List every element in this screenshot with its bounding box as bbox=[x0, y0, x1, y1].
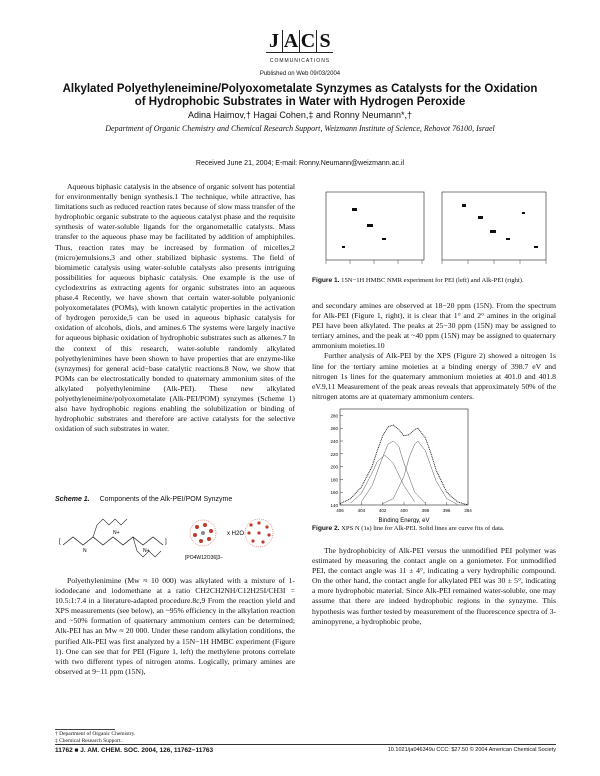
x-tick-label: 406 bbox=[336, 508, 344, 513]
cross-peaks-right bbox=[462, 204, 538, 248]
paragraph: Polyethylenimine (Mw ≈ 10 000) was alkylated with a mixture of 1-iododecane and iodomethane at a ratio CH2CH2NH/C12H25I/CH3I = 10.5:1:7.4 in a literature-adapted procedure.8c,9 From the reaction yield and XPS measurements (see below), an ~95% efficiency in the alkylation reaction and ~50% formation of quaternary ammonium centers can be determined; Alk-PEI has an Mw ≈ 20 000. Under these random alkylation conditions, the purified Alk-PEI was first analyzed by a 15N−1H HMBC experiment (Figure 1). One can see that for PEI (Figure 1, left) the methylene protons correlate with two different types of nitrogen atoms. Logically, primary amines are observed at 9−11 ppm (15N), bbox=[55, 576, 295, 676]
series-line-fit bbox=[361, 441, 425, 503]
paragraph: and secondary amines are observed at 18−20 ppm (15N). From the spectrum for Alk-PEI (Figure 1, right), it is clear that 1° and 2° amines in the original PEI have been alkylated. The peaks at 25−30 ppm (15N) may be assigned to tertiary amines, and the peak at ~40 ppm (15N) may be assigned to quaternary ammonium moieties.10 bbox=[312, 301, 556, 351]
figure1-caption-text: 15N−1H HMBC NMR experiment for PEI (left) and Alk-PEI (right). bbox=[341, 277, 524, 284]
figure1-label: Figure 1. bbox=[312, 277, 340, 284]
figure1-graphic bbox=[312, 186, 556, 274]
series-line-fit bbox=[383, 441, 458, 504]
figure2-label: Figure 2. bbox=[312, 525, 340, 532]
paragraph: Further analysis of Alk-PEI by the XPS (Figure 2) showed a nitrogen 1s line for the tertiary amine moieties at a binding energy of 398.7 eV and nitrogen 1s lines for the quaternary ammonium moieties at 401.0 and 401.8 eV.9,11 Measurement of the peak areas reveals that approximately 50% of the nitrogen atoms are at quaternary ammonium centers. bbox=[312, 351, 556, 401]
x-tick-label: 402 bbox=[378, 508, 387, 513]
x-tick-label: 394 bbox=[464, 508, 472, 513]
y-tick-label: 160 bbox=[330, 490, 338, 496]
scheme1-graphic bbox=[55, 507, 295, 569]
x-tick-label: 400 bbox=[400, 508, 408, 513]
svg-text:N: N bbox=[83, 548, 87, 554]
footer-doi: 10.1021/ja046349u CCC: $27.50 © 2004 American Chemical Society bbox=[387, 747, 556, 753]
y-tick-label: 180 bbox=[330, 477, 338, 483]
y-tick-label: 220 bbox=[330, 451, 338, 457]
cross-peaks-left bbox=[342, 208, 386, 248]
y-tick-label: 260 bbox=[330, 426, 338, 432]
scheme-caption bbox=[55, 496, 295, 503]
right-column-text-2 bbox=[312, 546, 556, 627]
water-cluster bbox=[245, 519, 273, 547]
x-tick-label: 398 bbox=[421, 508, 430, 513]
spectrum-frame-left bbox=[326, 192, 424, 260]
journal-logo bbox=[266, 30, 334, 58]
paragraph: The hydrophobicity of Alk-PEI versus the unmodified PEI polymer was estimated by measuring the contact angle on a goniometer. For unmodified PEI, the contact angle was 11 ± 4°, indicating a very hydrophilic compound. On the other hand, the contact angle for alkylated PEI was 30 ± 5°, indicating a more hydrophobic material. Since Alk-PEI remained water-soluble, one may assume that there are indeed hydrophobic regions in the synzyme. This hypothesis was further tested by measurement of the fluorescence spectra of 3-aminopyrene, a hydrophobic probe, bbox=[312, 546, 556, 626]
footnote: † Department of Organic Chemistry. bbox=[55, 731, 136, 737]
y-tick-label: 200 bbox=[330, 464, 338, 470]
series-line-data bbox=[340, 425, 468, 505]
scheme-label: Scheme 1. bbox=[55, 496, 90, 503]
published-date: Published on Web 09/03/2004 bbox=[259, 71, 341, 77]
logo-letter: C bbox=[300, 30, 316, 52]
chart-frame bbox=[340, 409, 468, 505]
y-tick-label: 280 bbox=[330, 413, 338, 419]
series-line-fit bbox=[351, 455, 415, 503]
logo-subtitle: COMMUNICATIONS bbox=[269, 58, 331, 64]
logo-letter: A bbox=[283, 30, 299, 52]
right-column-text bbox=[312, 301, 556, 402]
authors: Adina Haimov,† Hagai Cohen,‡ and Ronny Neumann*,† bbox=[188, 110, 412, 120]
article-title: Alkylated Polyethyleneimine/Polyoxometalate Synzymes as Catalysts for the Oxidation of Hydrophobic Substrates in Water with Hydrogen Peroxide bbox=[62, 83, 538, 108]
y-tick-label: 240 bbox=[330, 439, 338, 444]
spectrum-frame-right bbox=[442, 192, 546, 260]
spectrum-axis-ticks bbox=[326, 260, 546, 264]
x-axis-label: Binding Energy, eV bbox=[378, 518, 430, 523]
svg-text:N+: N+ bbox=[113, 530, 120, 536]
footnote-rule bbox=[55, 729, 115, 730]
pom-cluster bbox=[190, 520, 216, 546]
logo-letter: J bbox=[266, 30, 283, 53]
svg-text:[: [ bbox=[59, 539, 61, 545]
footnote: ‡ Chemical Research Support. bbox=[55, 738, 122, 744]
footnotes bbox=[55, 731, 295, 745]
svg-text:N+: N+ bbox=[143, 548, 150, 554]
figure1-caption bbox=[312, 277, 556, 285]
alkyl-chain bbox=[93, 519, 127, 537]
footer-citation: 11762 ■ J. AM. CHEM. SOC. 2004, 126, 11762−11763 bbox=[55, 747, 214, 754]
paragraph: Aqueous biphasic catalysis in the absence of organic solvent has potential for environmentally benign synthesis.1 The technique, while attractive, has limitations such as reduced reaction rates because of slow mass transfer of the hydrophobic organic substrate to the aqueous catalyst phase and the requisite synthesis of water-soluble ligands for the organometallic catalysts. Mass transfer to the aqueous phase may be facilitated by addition of amphiphiles. Thus, reaction rates may be increased by formation of micelles,2 (micro)emulsions,3 and other stabilized biphasic systems. The field of biomimetic catalysis using water-soluble catalysts also presents intriguing possibilities for aqueous biphasic catalysis. One example is the use of cyclodextrins as extracting agents for organic substrates into an aqueous phase.4 Recently, we have shown that certain water-soluble polyanionic polyoxometalates (POMs), with known catalytic properties in the activation of hydrogen peroxide,5 can be used in aqueous biphasic catalysis for oxidation of alcohols, diols, and amines.6 The systems were largely inactive for aqueous biphasic oxidation of hydrophobic substrates such as alkenes.7 In the context of this research, water-soluble randomly alkylated polyethylenimines have been shown to have properties that are enzyme-like (synzymes) for general acid−base catalytic reactions.8 Now, we show that POMs can be electrostatically bonded to quaternary ammonium sites of the alkylated polyethylenimine (Alk-PEI). These new alkylated polyethyleneimine/polyoxometalate (Alk-PEI/POM) synzymes (Scheme 1) also have hydrophobic regions enabling the solubilization or binding of hydrophobic substrates and therefore are active catalysts for the selective oxidation of such substrates in water. bbox=[55, 182, 295, 434]
figure2-caption-text: XPS N (1s) line for Alk-PEI. Solid lines are curve fits of data. bbox=[341, 525, 505, 532]
scheme-caption-text: Components of the Alk-PEI/POM Synzyme bbox=[99, 496, 233, 503]
left-column-text-2 bbox=[55, 576, 295, 677]
affiliation: Department of Organic Chemistry and Chemical Research Support, Weizmann Institute of Science, Rehovot 76100, Israel bbox=[105, 124, 495, 133]
aq-label: x H2O bbox=[227, 531, 245, 537]
y-tick-label: 140 bbox=[330, 503, 338, 508]
pom-label: [PO4W12O36]3− bbox=[185, 555, 224, 561]
polymer-chain bbox=[63, 537, 163, 545]
x-tick-label: 396 bbox=[442, 508, 451, 513]
left-column-text bbox=[55, 182, 295, 434]
figure2-caption bbox=[312, 525, 556, 533]
footer-rule bbox=[55, 744, 556, 745]
figure2-chart bbox=[312, 405, 556, 523]
received-line: Received June 21, 2004; E-mail: Ronny.Neumann@weizmann.ac.il bbox=[195, 160, 405, 167]
logo-letter: S bbox=[317, 30, 333, 53]
svg-text:]: ] bbox=[165, 539, 167, 545]
x-tick-label: 404 bbox=[357, 508, 366, 513]
